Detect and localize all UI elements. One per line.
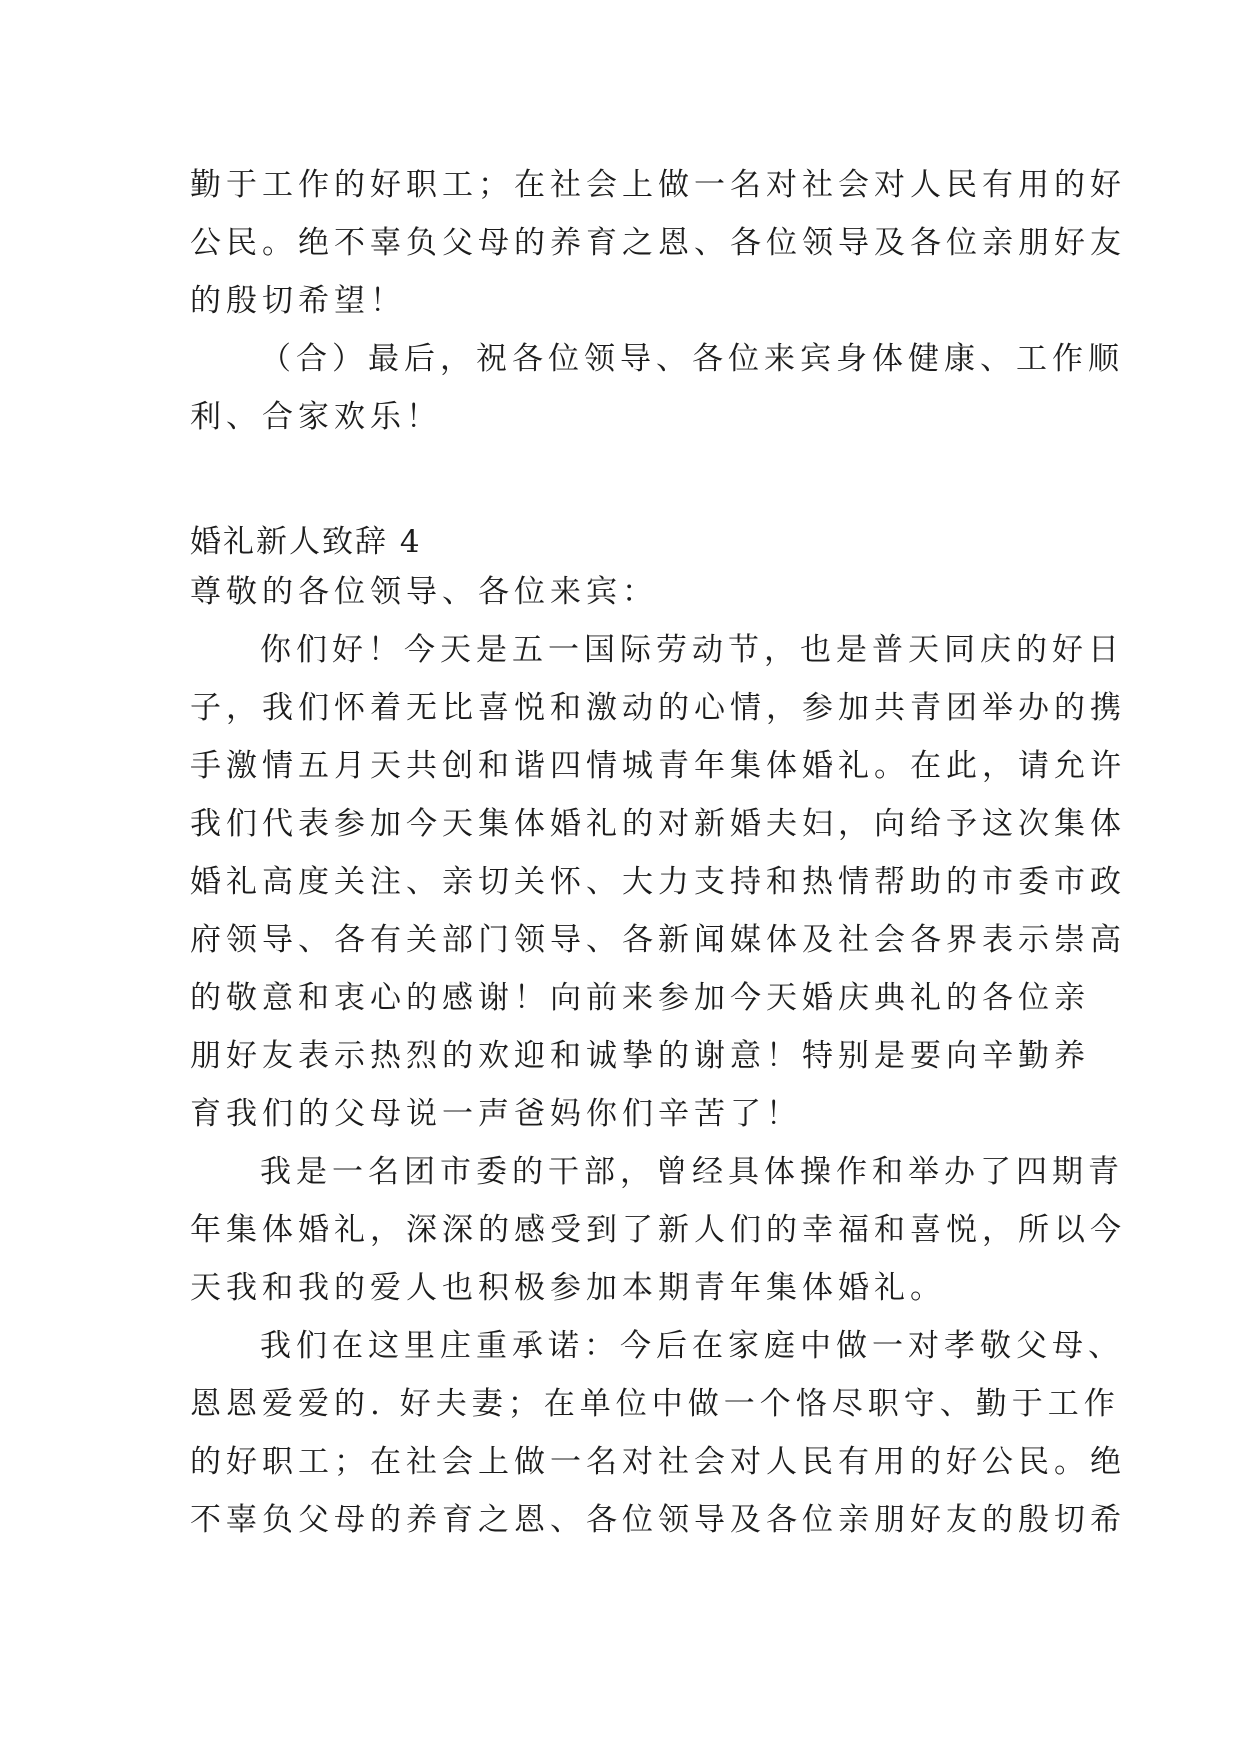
text-line: 的殷切希望！ xyxy=(190,283,406,319)
text-line: 的好职工；在社会上做一名对社会对人民有用的好公民。绝 xyxy=(190,1444,1126,1480)
intro-section xyxy=(190,156,1126,446)
text-line: 利、合家欢乐！ xyxy=(190,399,442,435)
text-line: 你们好！今天是五一国际劳动节，也是普天同庆的好日 xyxy=(260,632,1124,668)
text-line: 公民。绝不辜负父母的养育之恩、各位领导及各位亲朋好友 xyxy=(190,225,1126,261)
text-line: 朋好友表示热烈的欢迎和诚挚的谢意！特别是要向辛勤养 xyxy=(190,1038,1090,1074)
text-line: 我们代表参加今天集体婚礼的对新婚夫妇，向给予这次集体 xyxy=(190,806,1126,842)
text-line: 府领导、各有关部门领导、各新闻媒体及社会各界表示崇高 xyxy=(190,922,1126,958)
text-line: 婚礼高度关注、亲切关怀、大力支持和热情帮助的市委市政 xyxy=(190,864,1126,900)
text-line: 年集体婚礼，深深的感受到了新人们的幸福和喜悦，所以今 xyxy=(190,1212,1126,1248)
text-line: 我是一名团市委的干部，曾经具体操作和举办了四期青 xyxy=(260,1154,1124,1190)
text-line: 天我和我的爱人也积极参加本期青年集体婚礼。 xyxy=(190,1270,946,1306)
section-title: 婚礼新人致辞 4 xyxy=(190,524,422,560)
text-line: 勤于工作的好职工；在社会上做一名对社会对人民有用的好 xyxy=(190,167,1126,203)
text-line: 的敬意和衷心的感谢！向前来参加今天婚庆典礼的各位亲 xyxy=(190,980,1090,1016)
salutation: 尊敬的各位领导、各位来宾： xyxy=(190,574,658,610)
text-line: 不辜负父母的养育之恩、各位领导及各位亲朋好友的殷切希 xyxy=(190,1502,1126,1538)
text-line: 恩恩爱爱的. 好夫妻；在单位中做一个恪尽职守、勤于工作 xyxy=(190,1386,1120,1422)
text-line: 育我们的父母说一声爸妈你们辛苦了！ xyxy=(190,1096,802,1132)
text-line: （合）最后，祝各位领导、各位来宾身体健康、工作顺 xyxy=(260,341,1124,377)
speech-body xyxy=(190,563,1126,1549)
text-line: 手激情五月天共创和谐四情城青年集体婚礼。在此，请允许 xyxy=(190,748,1126,784)
text-line: 我们在这里庄重承诺：今后在家庭中做一对孝敬父母、 xyxy=(260,1328,1124,1364)
text-line: 子，我们怀着无比喜悦和激动的心情，参加共青团举办的携 xyxy=(190,690,1126,726)
